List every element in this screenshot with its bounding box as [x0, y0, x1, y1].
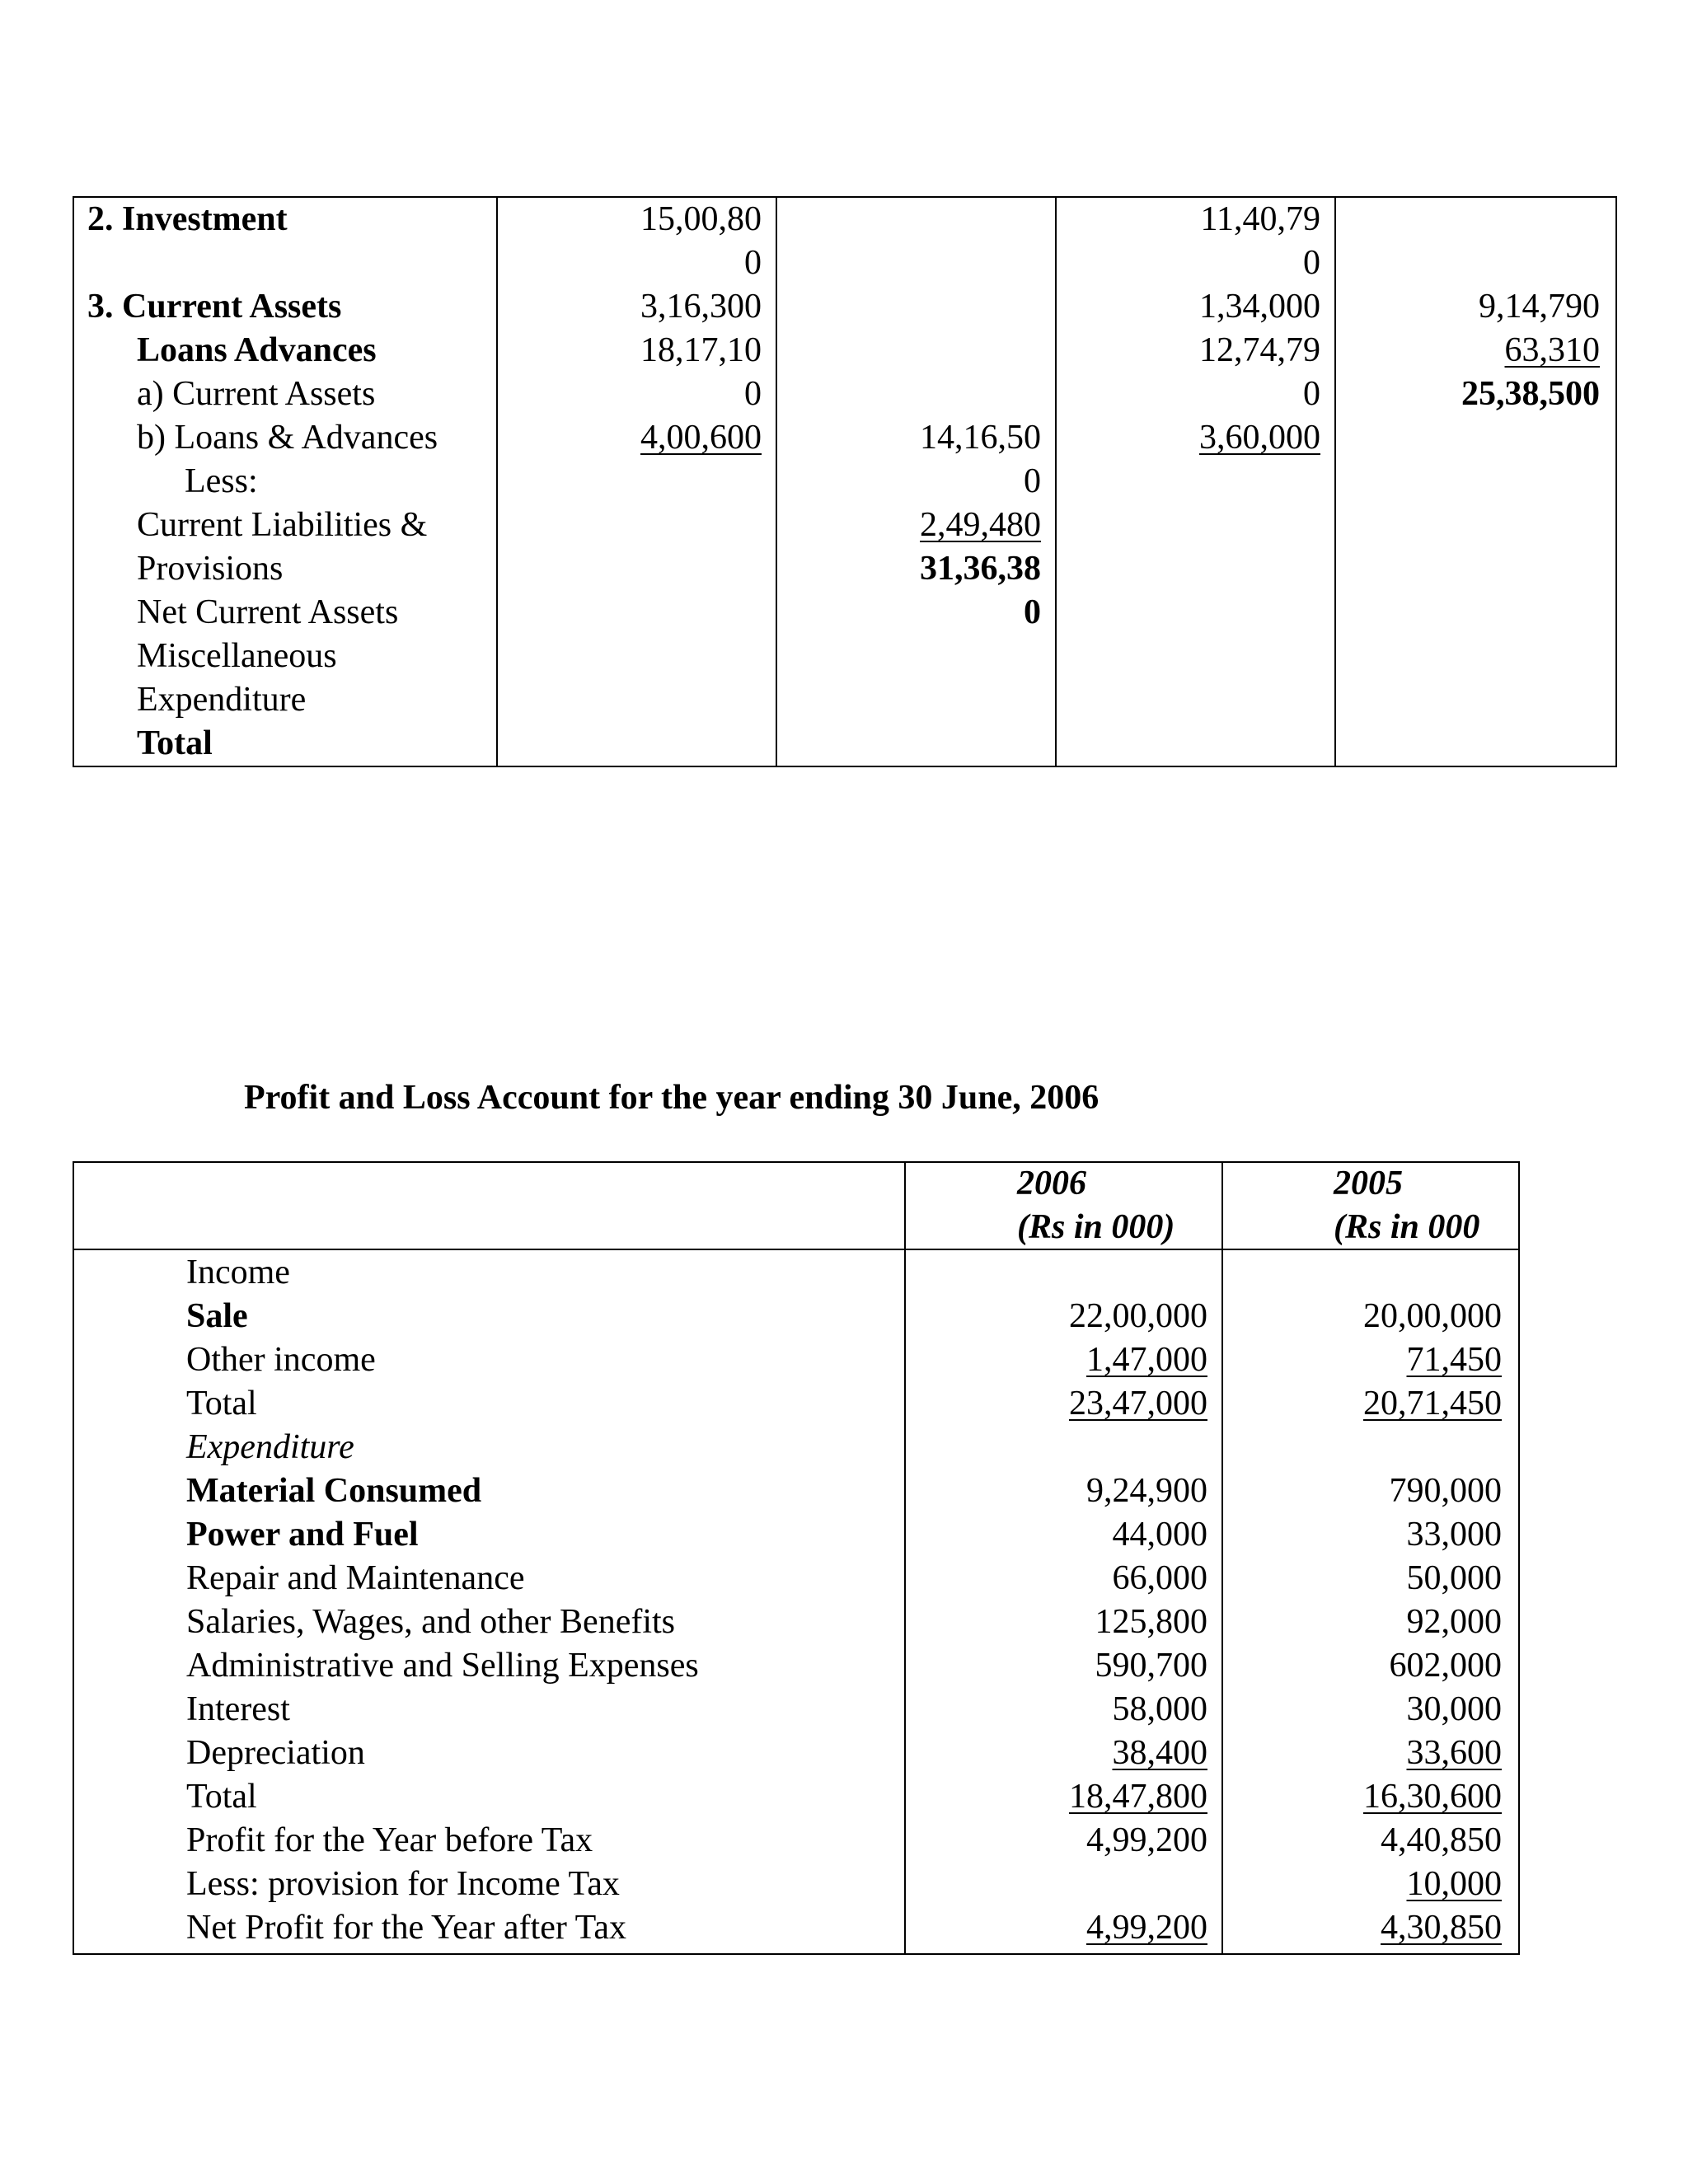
bs-label-current-assets: a) Current Assets — [137, 375, 376, 413]
bs-label-total: Total — [137, 724, 213, 762]
bs-col2-value: 0 — [1024, 462, 1041, 500]
bs-label-column — [87, 198, 491, 766]
bs-col2-value: 14,16,50 — [920, 419, 1041, 457]
pl-2006-value: 590,700 — [1095, 1647, 1207, 1685]
pl-header-divider — [73, 1249, 1520, 1250]
bs-label-current-assets-heading: 3. Current Assets — [87, 288, 342, 326]
bs-col4-value: 9,14,790 — [1479, 288, 1600, 326]
bs-label-loans-advances-heading: Loans Advances — [137, 331, 377, 369]
bs-col4-value: 25,38,500 — [1461, 375, 1600, 413]
bs-col1-values — [504, 198, 762, 460]
pl-2005-value: 20,00,000 — [1363, 1297, 1502, 1335]
pl-2006-value: 66,000 — [1112, 1559, 1207, 1597]
pl-2005-values — [1231, 1251, 1502, 1950]
pl-label-power-fuel: Power and Fuel — [186, 1516, 419, 1554]
bs-col1-value: 0 — [744, 244, 762, 282]
pl-label-expenditure: Expenditure — [186, 1428, 354, 1466]
pl-label-column — [186, 1251, 895, 1950]
pl-label-income-total: Total — [186, 1385, 257, 1422]
pl-2005-value: 602,000 — [1389, 1647, 1502, 1685]
bs-label-loans-advances: b) Loans & Advances — [137, 419, 438, 457]
pl-col-divider — [904, 1161, 906, 1955]
pl-2005-value: 71,450 — [1406, 1341, 1502, 1379]
pl-2006-value: 4,99,200 — [1086, 1821, 1207, 1859]
pl-2005-value — [1231, 1426, 1502, 1469]
bs-col3-value: 12,74,79 — [1199, 331, 1320, 369]
bs-label-investment: 2. Investment — [87, 200, 288, 238]
bs-col1-value: 4,00,600 — [640, 419, 762, 457]
bs-col-divider — [776, 196, 777, 767]
bs-label-expenditure: Expenditure — [137, 681, 307, 719]
pl-2005-value: 10,000 — [1406, 1865, 1502, 1903]
pl-2006-value: 58,000 — [1112, 1690, 1207, 1728]
bs-label-less: Less: — [185, 462, 258, 500]
pl-2005-value: 33,600 — [1406, 1734, 1502, 1772]
bs-col3-value: 0 — [1303, 375, 1320, 413]
pl-label-profit-before-tax: Profit for the Year before Tax — [186, 1821, 593, 1859]
bs-col3-values — [1063, 198, 1320, 460]
pl-2006-value — [913, 1426, 1207, 1469]
pl-2006-value: 9,24,900 — [1086, 1472, 1207, 1510]
bs-col1-value: 15,00,80 — [640, 200, 762, 238]
bs-label-provisions: Provisions — [137, 550, 284, 588]
pl-title: Profit and Loss Account for the year ending 30 June, 2006 — [244, 1079, 1100, 1117]
pl-header-2006-year: 2006 — [1017, 1165, 1086, 1202]
bs-col2-value: 31,36,38 — [920, 550, 1041, 588]
pl-2006-values — [913, 1251, 1207, 1950]
bs-col2-values — [784, 416, 1041, 635]
pl-2005-value: 20,71,450 — [1363, 1385, 1502, 1422]
pl-label-income: Income — [186, 1254, 290, 1291]
pl-header-2005-year: 2005 — [1334, 1165, 1403, 1202]
pl-2005-value: 30,000 — [1406, 1690, 1502, 1728]
pl-label-repair: Repair and Maintenance — [186, 1559, 525, 1597]
bs-label-net-current-assets: Net Current Assets — [137, 593, 399, 631]
pl-label-sale: Sale — [186, 1297, 248, 1335]
pl-label-salaries: Salaries, Wages, and other Benefits — [186, 1603, 676, 1641]
bs-col-divider — [1334, 196, 1336, 767]
pl-header-2006 — [1017, 1162, 1175, 1249]
pl-header-2005 — [1334, 1162, 1479, 1249]
bs-col1-value: 18,17,10 — [640, 331, 762, 369]
pl-2005-value: 16,30,600 — [1363, 1778, 1502, 1816]
pl-2005-value: 4,40,850 — [1381, 1821, 1502, 1859]
bs-col3-value: 11,40,79 — [1200, 200, 1320, 238]
pl-label-other-income: Other income — [186, 1341, 376, 1379]
bs-col3-value: 0 — [1303, 244, 1320, 282]
bs-col2-value: 2,49,480 — [920, 506, 1041, 544]
pl-2005-value: 4,30,850 — [1381, 1909, 1502, 1947]
bs-col4-values — [1343, 285, 1600, 416]
pl-label-depreciation: Depreciation — [186, 1734, 365, 1772]
pl-label-interest: Interest — [186, 1690, 290, 1728]
pl-2006-value — [913, 1251, 1207, 1295]
bs-col4-value: 63,310 — [1504, 331, 1600, 369]
pl-2006-value: 44,000 — [1112, 1516, 1207, 1554]
pl-label-income-tax: Less: provision for Income Tax — [186, 1865, 620, 1903]
pl-label-material-consumed: Material Consumed — [186, 1472, 482, 1510]
bs-label-miscellaneous: Miscellaneous — [137, 637, 337, 675]
pl-2005-value — [1231, 1251, 1502, 1295]
pl-2006-value: 23,47,000 — [1069, 1385, 1207, 1422]
bs-col1-value: 3,16,300 — [640, 288, 762, 326]
pl-2005-value: 50,000 — [1406, 1559, 1502, 1597]
pl-2006-value: 1,47,000 — [1086, 1341, 1207, 1379]
pl-2006-value: 18,47,800 — [1069, 1778, 1207, 1816]
bs-col3-value: 1,34,000 — [1199, 288, 1320, 326]
pl-2005-value: 790,000 — [1389, 1472, 1502, 1510]
bs-col-divider — [1055, 196, 1057, 767]
pl-header-2005-unit: (Rs in 000 — [1334, 1208, 1480, 1246]
pl-label-expenditure-total: Total — [186, 1778, 257, 1816]
bs-col-divider — [496, 196, 498, 767]
pl-2005-value: 92,000 — [1406, 1603, 1502, 1641]
bs-col3-value: 3,60,000 — [1199, 419, 1320, 457]
bs-label-current-liabilities: Current Liabilities & — [137, 506, 428, 544]
pl-2005-value: 33,000 — [1406, 1516, 1502, 1554]
pl-label-admin-selling: Administrative and Selling Expenses — [186, 1647, 699, 1685]
bs-col2-value: 0 — [1024, 593, 1041, 631]
pl-header-2006-unit: (Rs in 000) — [1017, 1208, 1175, 1246]
pl-2006-value: 22,00,000 — [1069, 1297, 1207, 1335]
pl-2006-value — [913, 1863, 1207, 1906]
pl-2006-value: 38,400 — [1112, 1734, 1207, 1772]
bs-label-blank — [87, 241, 491, 285]
pl-2006-value: 125,800 — [1095, 1603, 1207, 1641]
bs-col1-value: 0 — [744, 375, 762, 413]
pl-2006-value: 4,99,200 — [1086, 1909, 1207, 1947]
pl-col-divider — [1221, 1161, 1223, 1955]
pl-label-net-profit: Net Profit for the Year after Tax — [186, 1909, 626, 1947]
